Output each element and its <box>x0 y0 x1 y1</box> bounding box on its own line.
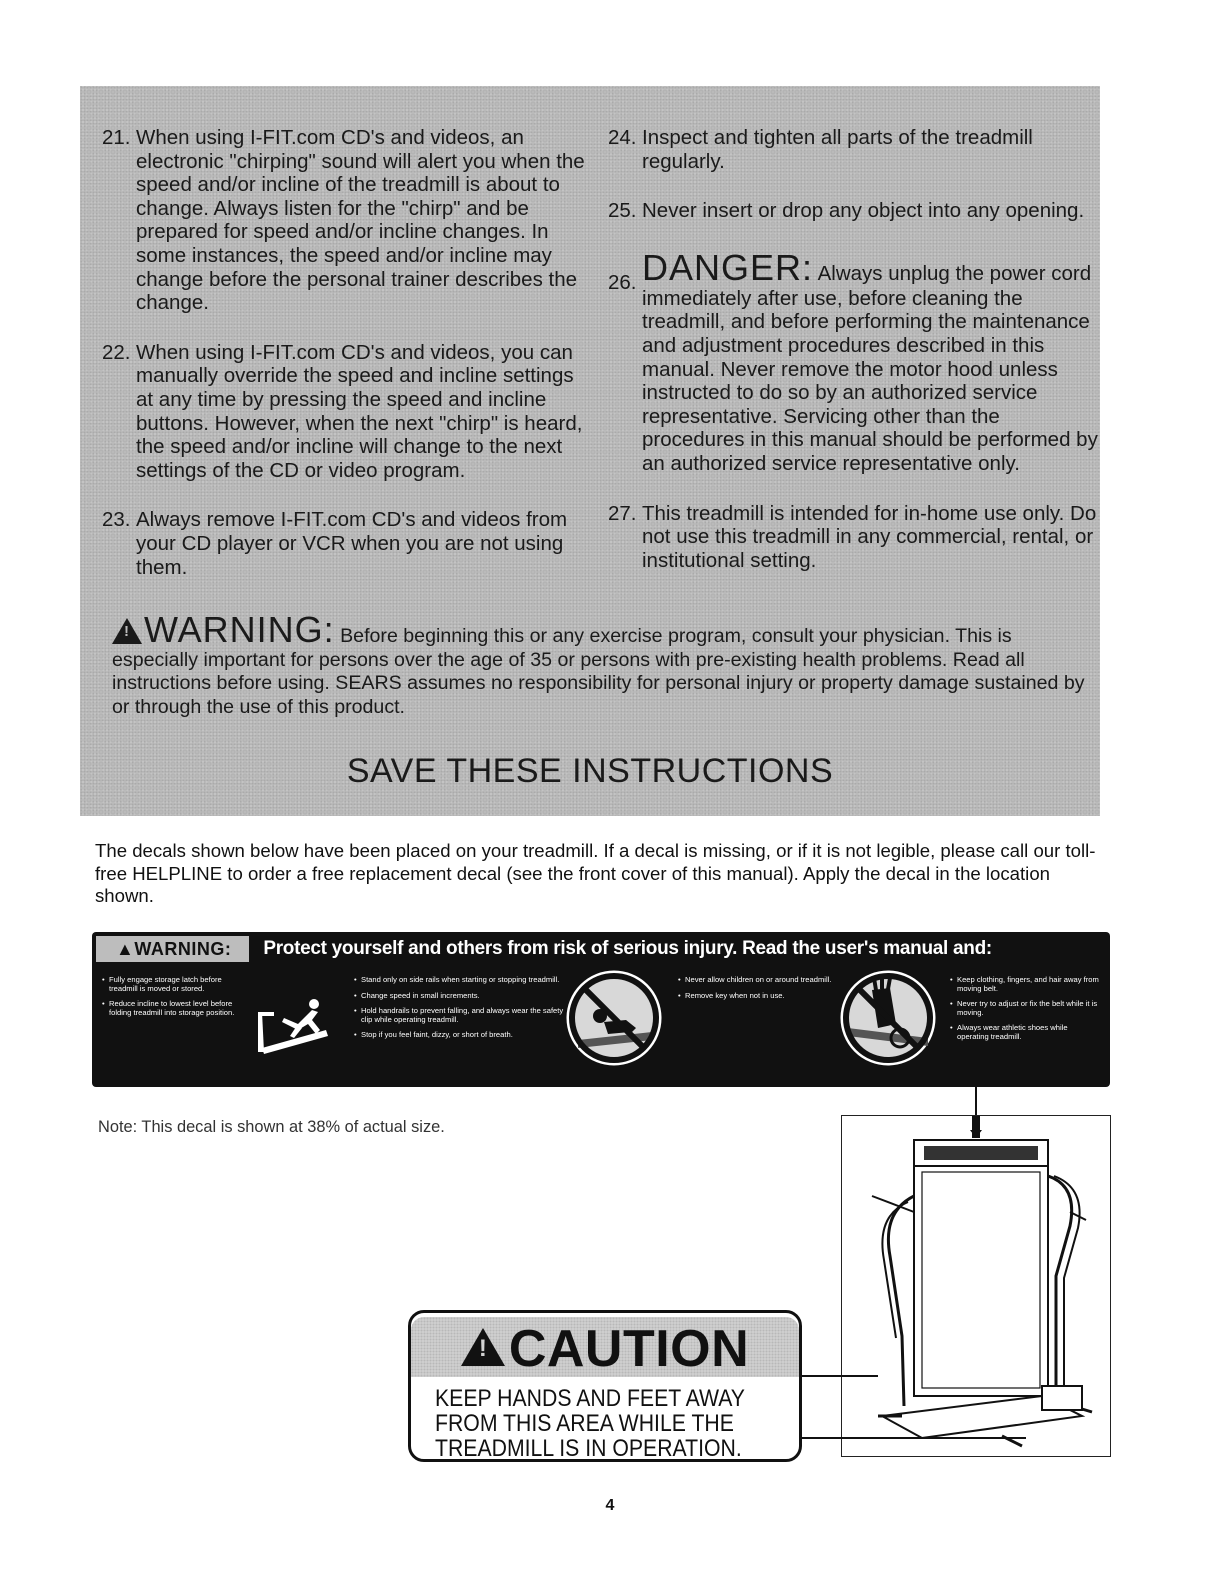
warning-decal <box>92 932 1110 1087</box>
precautions-right-column <box>608 126 1098 598</box>
precaution-27 <box>608 502 1098 573</box>
item-number: 23. <box>102 508 131 532</box>
caution-arrow-upper <box>796 1375 878 1377</box>
item-text: Always unplug the power cord immediately after use, before cleaning the treadmill, and before performing the maintenance and adjustment procedures described in this manual. Never remove the motor hood unless instructed to do so by an authorized service representative. Servicing other than the procedures in this manual should be performed by an authorized service representative only. <box>642 261 1098 475</box>
item-number: 21. <box>102 126 131 149</box>
warning-text: Before beginning this or any exercise program, consult your physician. This is especially important for persons over the age of 35 or persons with pre-existing health problems. Read all instructions before using. SEARS assumes no responsibility for personal injury or property damage sustained by or through the use of this product. <box>112 625 1085 718</box>
item-number: 25. <box>608 199 637 223</box>
decal-warning-text: WARNING: <box>134 939 232 959</box>
danger-heading: DANGER: <box>642 246 814 288</box>
precaution-23 <box>102 508 592 579</box>
precaution-22 <box>102 341 592 483</box>
decal-bullet: • Remove key when not in use. <box>678 992 838 1001</box>
decal-bullet: • Stand only on side rails when starting or stopping treadmill. <box>354 976 564 985</box>
decal-column-1 <box>102 976 252 1024</box>
treadmill-diagram <box>841 1115 1111 1457</box>
decal-bullet: • Reduce incline to lowest level before folding treadmill into storage position. <box>102 1000 252 1017</box>
caution-arrow-lower <box>796 1437 1026 1439</box>
save-instructions-title: SAVE THESE INSTRUCTIONS <box>346 752 834 790</box>
person-falling-icon <box>254 990 334 1056</box>
warning-triangle-icon <box>112 618 142 644</box>
decal-bullet: • Keep clothing, fingers, and hair away from moving belt. <box>950 976 1100 993</box>
precaution-26 <box>608 246 1098 476</box>
caution-text: KEEP HANDS AND FEET AWAY FROM THIS AREA WHILE THE TREADMILL IS IN OPERATION. <box>435 1386 745 1462</box>
warning-paragraph <box>112 609 1087 719</box>
item-number: 27. <box>608 501 637 525</box>
decal-bullet: • Stop if you feel faint, dizzy, or short of breath. <box>354 1031 564 1040</box>
decal-bullet: • Never allow children on or around treadmill. <box>678 976 838 985</box>
decal-warning-label: ▲WARNING: <box>96 936 249 962</box>
decal-column-4 <box>950 976 1100 1049</box>
item-number: 26. <box>608 270 637 294</box>
caution-sign <box>408 1310 802 1462</box>
precaution-21 <box>102 126 592 315</box>
decal-column-3 <box>678 976 838 1007</box>
decal-intro-paragraph: The decals shown below have been placed on your treadmill. If a decal is missing, or if it is not legible, please call our toll-free HELPLINE to order a free replacement decal (see the front cover of this manual). Apply the decal in the location shown. <box>95 840 1096 906</box>
decal-bullet: • Never try to adjust or fix the belt while it is moving. <box>950 1000 1100 1017</box>
decal-bullet: • Change speed in small increments. <box>354 992 564 1001</box>
no-children-icon <box>564 968 664 1068</box>
decal-bullet: • Always wear athletic shoes while operating treadmill. <box>950 1024 1100 1041</box>
page-number: 4 <box>605 1497 615 1514</box>
item-number: 22. <box>102 340 131 364</box>
caution-triangle-icon <box>461 1328 505 1366</box>
no-hands-icon <box>838 968 938 1068</box>
folded-treadmill-illustration <box>842 1116 1110 1456</box>
caution-heading: CAUTION <box>508 1320 750 1378</box>
precautions-left-column <box>102 126 592 605</box>
item-text: This treadmill is intended for in-home use only. Do not use this treadmill in any commercial, rental, or institutional setting. <box>642 501 1097 572</box>
item-text: Inspect and tighten all parts of the treadmill regularly. <box>642 126 1033 173</box>
precaution-24 <box>608 126 1098 173</box>
decal-bullet: • Hold handrails to prevent falling, and always wear the safety clip while operating treadmill. <box>354 1007 564 1024</box>
item-number: 24. <box>608 126 637 149</box>
item-text: When using I-FIT.com CD's and videos, you can manually override the speed and incline settings at any time by pressing the speed and incline buttons. However, when the next "chirp" is heard, the speed and/or incline will change to the next settings of the CD or video program. <box>136 340 583 482</box>
decal-location-arrow <box>975 1087 977 1115</box>
caution-header <box>411 1317 799 1377</box>
precaution-25 <box>608 199 1098 223</box>
item-text: Always remove I-FIT.com CD's and videos from your CD player or VCR when you are not using them. <box>136 508 568 579</box>
decal-headline: Protect yourself and others from risk of serious injury. Read the user's manual and: <box>263 938 992 959</box>
decal-bullet: • Fully engage storage latch before treadmill is moved or stored. <box>102 976 252 993</box>
decal-size-note: Note: This decal is shown at 38% of actual size. <box>98 1118 445 1136</box>
item-text: When using I-FIT.com CD's and videos, an electronic "chirping" sound will alert you when the speed and/or incline of the treadmill is about to change. Always listen for the "chirp" and be prepared for speed and/or incline changes. In some instances, the speed and/or incline may change before the personal trainer describes the change. <box>136 126 585 315</box>
item-text: Never insert or drop any object into any opening. <box>642 199 1085 223</box>
decal-header <box>96 936 1104 962</box>
decal-column-2 <box>354 976 564 1047</box>
safety-precautions-box <box>80 86 1100 816</box>
warning-heading: WARNING: <box>144 609 335 650</box>
